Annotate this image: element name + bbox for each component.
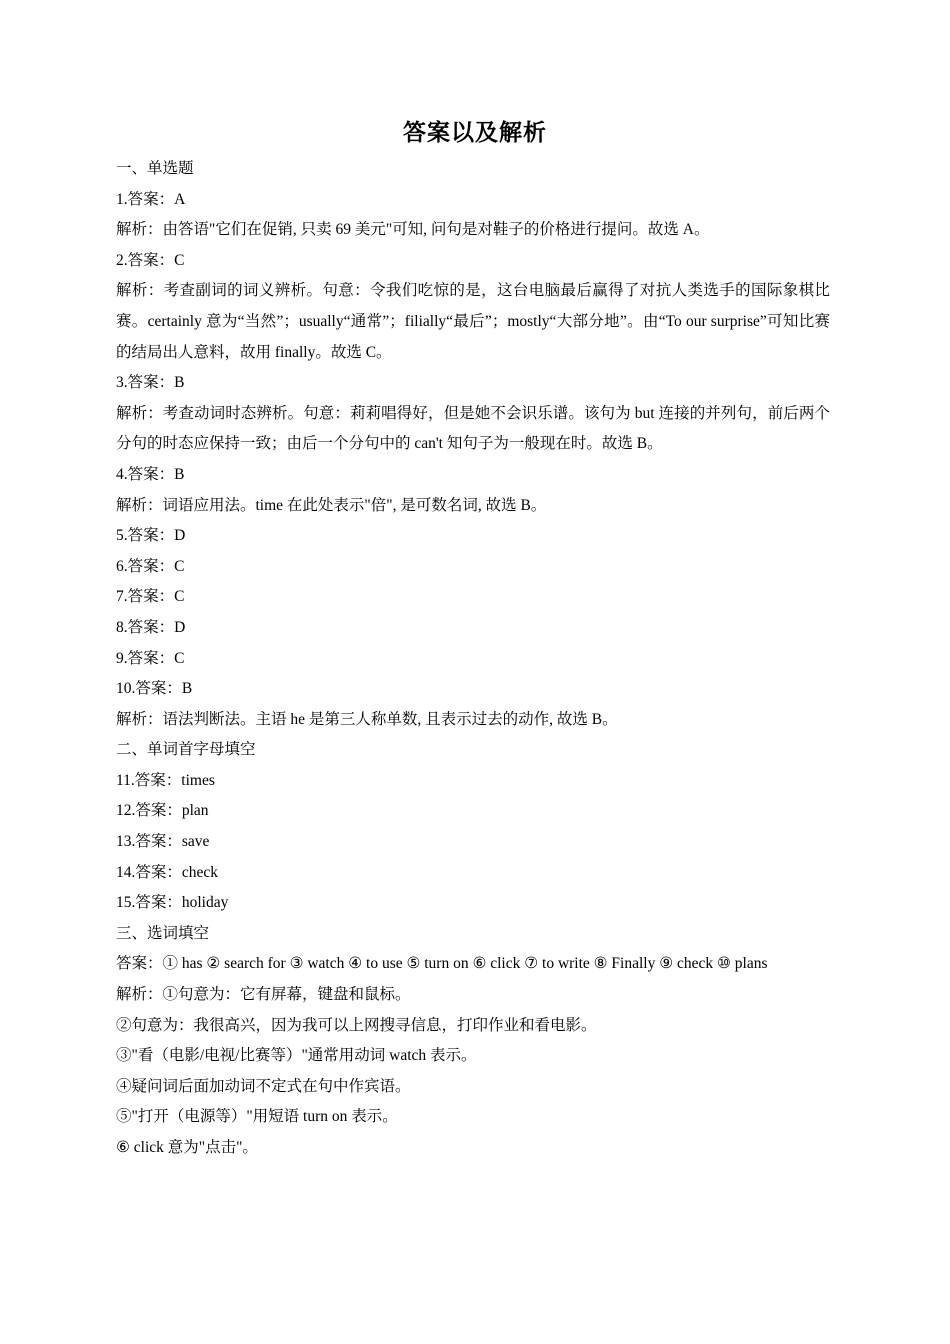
explanation-line: 解析：词语应用法。time 在此处表示"倍", 是可数名词, 故选 B。 [116,496,547,514]
section-heading: 二、单词首字母填空 [116,741,256,759]
answer-line: 9.答案：C [116,649,185,667]
answer-line: 5.答案：D [116,527,186,545]
answer-line: 7.答案：C [116,588,185,606]
answer-line: 10.答案：B [116,680,193,698]
explanation-line: ④疑问词后面加动词不定式在句中作宾语。 [116,1077,411,1095]
answer-line: 6.答案：C [116,557,185,575]
explanation-line: ⑤"打开（电源等）"用短语 turn on 表示。 [116,1108,398,1126]
answer-line: 12.答案：plan [116,802,209,820]
document-title: 答案以及解析 [403,120,547,146]
answer-line: 8.答案：D [116,618,186,636]
explanation-line: 解析：考查副词的词义辨析。句意：令我们吃惊的是，这台电脑最后赢得了对抗人类选手的国际象棋比赛。certainly 意为“当然”；usually“通常”；filially“最后”；mostly“大部分地”。由“To our surprise”可知比赛的结局出人意料，故用 finally。故选 C。 [116,282,830,361]
answer-line: 13.答案：save [116,833,210,851]
answer-line: 15.答案：holiday [116,894,229,912]
explanation-line: 解析：考查动词时态辨析。句意：莉莉唱得好，但是她不会识乐谱。该句为 but 连接的并列句，前后两个分句的时态应保持一致；由后一个分句中的 can't 知句子为一般现在时。故选 B。 [116,404,830,453]
answer-line: 答案：① has ② search for ③ watch ④ to use ⑤ turn on ⑥ click ⑦ to write ⑧ Finally ⑨ check ⑩ plans [116,955,768,973]
answer-line: 11.答案：times [116,771,215,789]
explanation-line: ②句意为：我很高兴，因为我可以上网搜寻信息，打印作业和看电影。 [116,1016,597,1034]
answer-line: 3.答案：B [116,374,185,392]
explanation-line: 解析：①句意为：它有屏幕，键盘和鼠标。 [116,986,411,1004]
answer-line: 2.答案：C [116,251,185,269]
explanation-line: ③"看（电影/电视/比赛等）"通常用动词 watch 表示。 [116,1047,477,1065]
explanation-line: ⑥ click 意为"点击"。 [116,1139,258,1156]
answer-line: 1.答案：A [116,190,186,208]
explanation-line: 解析：由答语"它们在促销, 只卖 69 美元"可知, 问句是对鞋子的价格进行提问。故选 A。 [116,221,710,239]
explanation-line: 解析：语法判断法。主语 he 是第三人称单数, 且表示过去的动作, 故选 B。 [116,710,618,728]
answer-line: 4.答案：B [116,465,185,483]
document-body [116,154,830,1164]
section-heading: 一、单选题 [116,160,194,177]
section-heading: 三、选词填空 [116,924,210,942]
answer-line: 14.答案：check [116,863,219,881]
